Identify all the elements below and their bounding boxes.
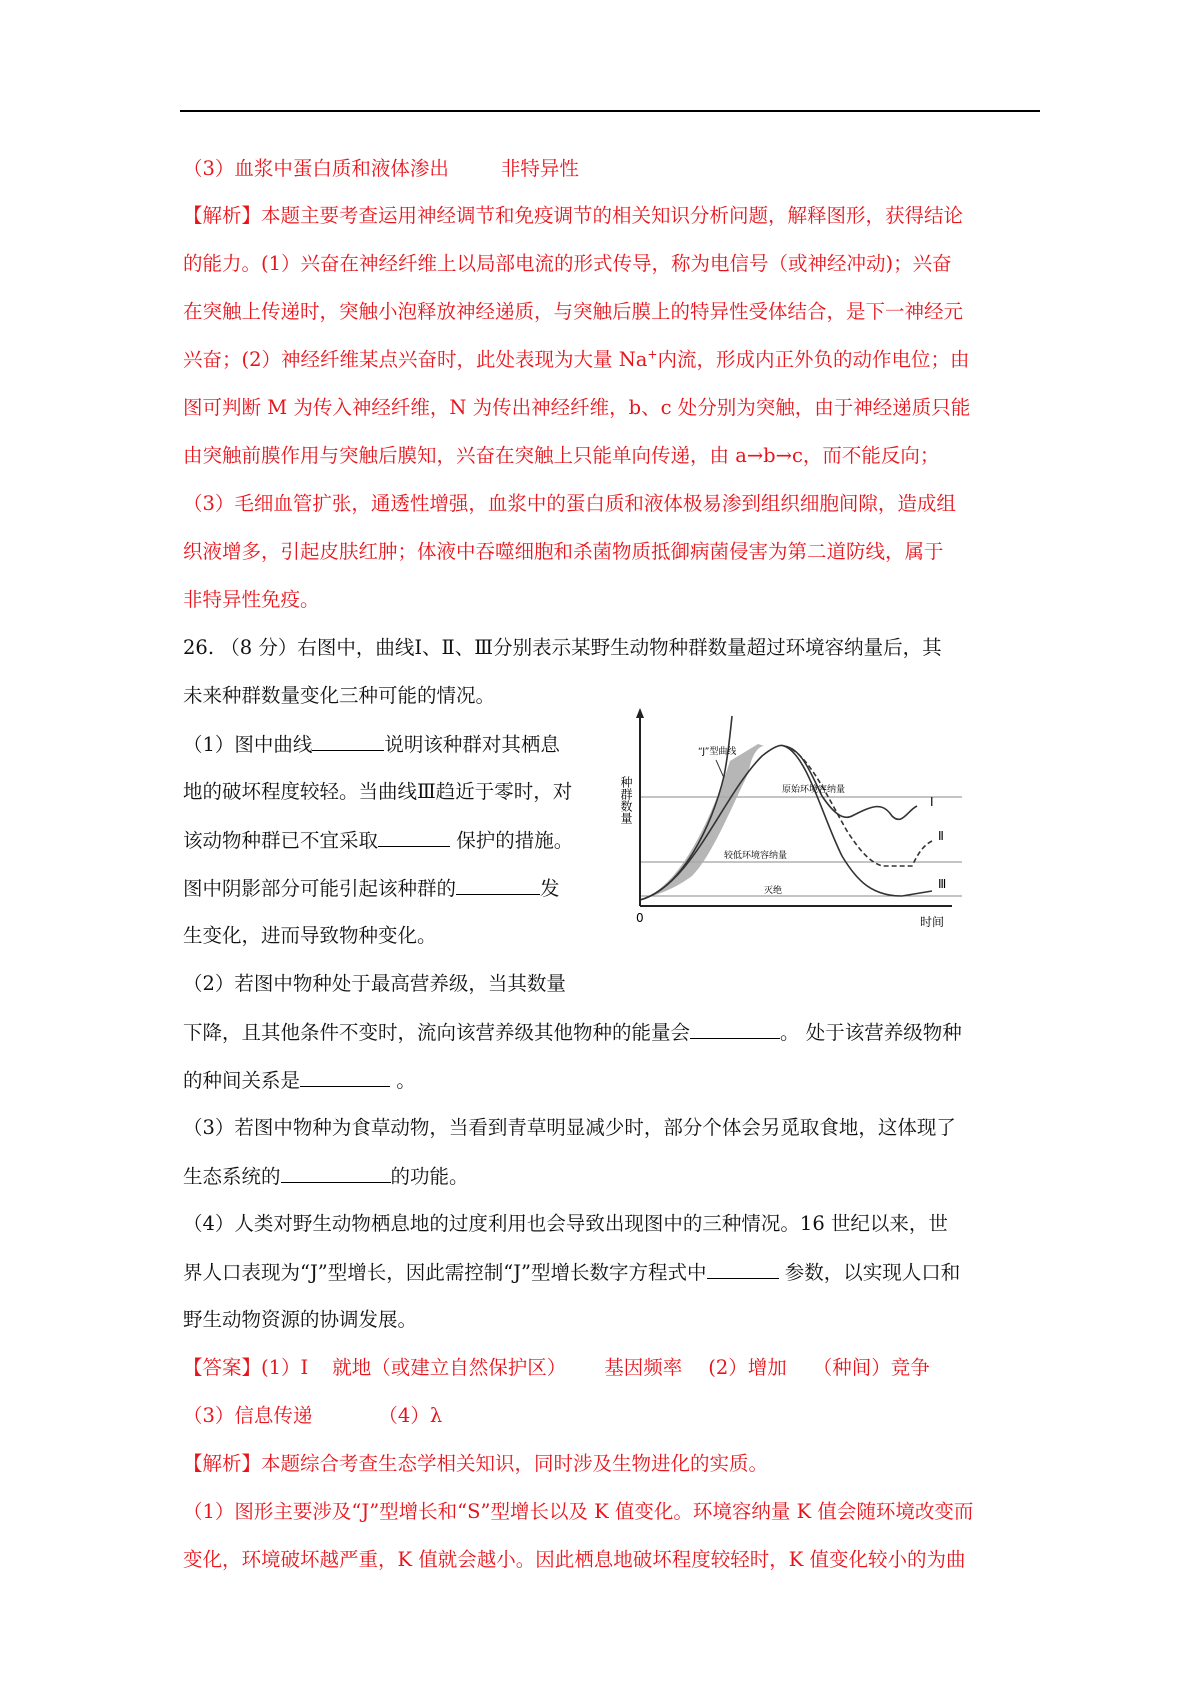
text-line [183, 300, 963, 324]
population-curve-figure [612, 706, 1040, 970]
text-run: （3）毛细血管扩张，通透性增强，血浆中的蛋白质和液体极易渗到组织细胞间隙，造成组 [183, 492, 956, 515]
text-run: 。 处于该营养级物种 [780, 1021, 962, 1044]
text-run: 下降，且其他条件不变时，流向该营养级其他物种的能量会 [183, 1021, 691, 1044]
text-line [183, 1260, 960, 1285]
text-run: 生态系统的 [183, 1165, 281, 1188]
extinct-label: 灭绝 [764, 886, 783, 896]
curve-iii [784, 746, 932, 896]
text-run: 26. （8 分）右图中，曲线Ⅰ、Ⅱ、Ⅲ分别表示某野生动物种群数量超过环境容纳量后，其 [183, 636, 942, 659]
text-run: 织液增多，引起皮肤红肿；体液中吞噬细胞和杀菌物质抵御病菌侵害为第二道防线，属于 [183, 540, 944, 563]
text-run: 【解析】本题综合考查生态学相关知识，同时涉及生物进化的实质。 [183, 1452, 769, 1475]
text-run: 生变化，进而导致物种变化。 [183, 924, 437, 947]
text-run: 说明该种群对其栖息 [384, 733, 560, 756]
text-run: 变化，环境破坏越严重，K 值就会越小。因此栖息地破坏程度较轻时，K 值变化较小的为曲 [183, 1548, 966, 1571]
y-axis-arrow-icon [636, 708, 644, 718]
text-line [183, 1068, 416, 1093]
text-run: 由突触前膜作用与突触后膜知，兴奋在突触上只能单向传递，由 a→b→c，而不能反向； [183, 444, 940, 467]
answer-blank [378, 828, 450, 847]
text-run: 图可判断 M 为传入神经纤维，N 为传出神经纤维，b、c 处分别为突触，由于神经递质只能 [183, 396, 971, 419]
text-run: 参数，以实现人口和 [778, 1261, 961, 1284]
text-run: 的功能。 [390, 1165, 469, 1188]
text-run: （4）λ [378, 1404, 443, 1427]
answer-blank [300, 1068, 390, 1087]
y-axis-label: 种群数量 [619, 776, 633, 824]
text-line [183, 684, 495, 708]
text-line [183, 780, 572, 804]
text-line [183, 1452, 768, 1476]
text-line [183, 157, 579, 181]
text-run: （4）人类对野生动物栖息地的过度利用也会导致出现图中的三种情况。16 世纪以来，世 [183, 1212, 948, 1235]
answer-blank [456, 876, 540, 895]
text-line [183, 396, 970, 420]
answer-blank [312, 732, 384, 751]
text-line [183, 924, 437, 948]
x-axis-label: 时间 [920, 915, 945, 929]
text-line [183, 1116, 956, 1140]
text-line [183, 1212, 948, 1236]
text-run: 发 [540, 877, 560, 900]
text-run: 在突触上传递时，突触小泡释放神经递质，与突触后膜上的特异性受体结合，是下一神经元 [183, 300, 964, 323]
answer-blank [281, 1164, 391, 1183]
text-line [183, 972, 566, 996]
text-line [183, 1404, 442, 1428]
text-run: (2）增加 [708, 1356, 787, 1379]
text-line [183, 540, 944, 564]
shaded-area [640, 744, 764, 900]
curve-i-label: Ⅰ [930, 795, 934, 809]
answer-blank [707, 1260, 779, 1279]
text-run: 图中阴影部分可能引起该种群的 [183, 877, 457, 900]
text-run: （1）图中曲线 [183, 733, 313, 756]
text-run: 野生动物资源的协调发展。 [183, 1308, 418, 1331]
text-run: 基因频率 [604, 1356, 683, 1379]
text-line [183, 348, 969, 372]
lower-k-label: 较低环境容纳量 [724, 851, 788, 861]
text-line [183, 444, 939, 468]
text-run: 界人口表现为“J”型增长，因此需控制“J”型增长数字方程式中 [183, 1261, 707, 1284]
text-run: （3）血浆中蛋白质和液体渗出 [183, 157, 449, 180]
text-line [183, 636, 942, 660]
text-run: （3）信息传递 [183, 1404, 313, 1427]
text-line [183, 828, 573, 853]
text-line [183, 876, 560, 901]
text-line [183, 588, 320, 612]
text-line [183, 732, 560, 757]
text-line [183, 252, 952, 276]
text-line [183, 1020, 962, 1045]
curve-ii-label: Ⅱ [938, 829, 944, 843]
text-line [183, 1548, 966, 1572]
text-run: 保护的措施。 [450, 829, 574, 852]
text-run: 非特异性免疫。 [183, 588, 320, 611]
curve-iii-label: Ⅲ [938, 877, 947, 891]
text-run: 【解析】本题主要考查运用神经调节和免疫调节的相关知识分析问题，解释图形，获得结论 [183, 204, 964, 227]
text-run: 。 [390, 1069, 416, 1092]
answer-blank [690, 1020, 780, 1039]
j-curve-label: “J”型曲线 [698, 747, 737, 757]
text-run: 非特异性 [500, 157, 579, 180]
text-run: 的能力。(1）兴奋在神经纤维上以局部电流的形式传导，称为电信号（或神经冲动)；兴奋 [183, 252, 952, 275]
text-run: 该动物种群已不宜采取 [183, 829, 379, 852]
text-run: 未来种群数量变化三种可能的情况。 [183, 684, 496, 707]
text-line [183, 1356, 930, 1380]
text-run: 的种间关系是 [183, 1069, 301, 1092]
text-run: （1）图形主要涉及“J”型增长和“S”型增长以及 K 值变化。环境容纳量 K 值会随环境改变而 [183, 1500, 974, 1523]
text-line [183, 1308, 417, 1332]
header-rule [180, 110, 1040, 112]
origin-label: 0 [636, 911, 644, 925]
text-run: 地的破坏程度较轻。当曲线Ⅲ趋近于零时，对 [183, 780, 573, 803]
text-line [183, 492, 956, 516]
original-k-label: 原始环境容纳量 [782, 785, 846, 795]
text-run: 内流，形成内正外负的动作电位；由 [657, 348, 970, 371]
j-label-pointer [716, 760, 724, 778]
text-run: （2）若图中物种处于最高营养级，当其数量 [183, 972, 566, 995]
text-run: （种间）竞争 [812, 1356, 930, 1379]
text-line [183, 1500, 973, 1524]
text-run: 就地（或建立自然保护区） [332, 1356, 567, 1379]
text-line [183, 204, 963, 228]
text-run: 兴奋；(2）神经纤维某点兴奋时，此处表现为大量 Na [183, 348, 648, 371]
text-run: 【答案】(1）Ⅰ [183, 1356, 309, 1379]
text-run: （3）若图中物种为食草动物，当看到青草明显减少时，部分个体会另觅取食地，这体现了 [183, 1116, 956, 1139]
superscript: + [647, 347, 658, 362]
text-line [183, 1164, 469, 1189]
